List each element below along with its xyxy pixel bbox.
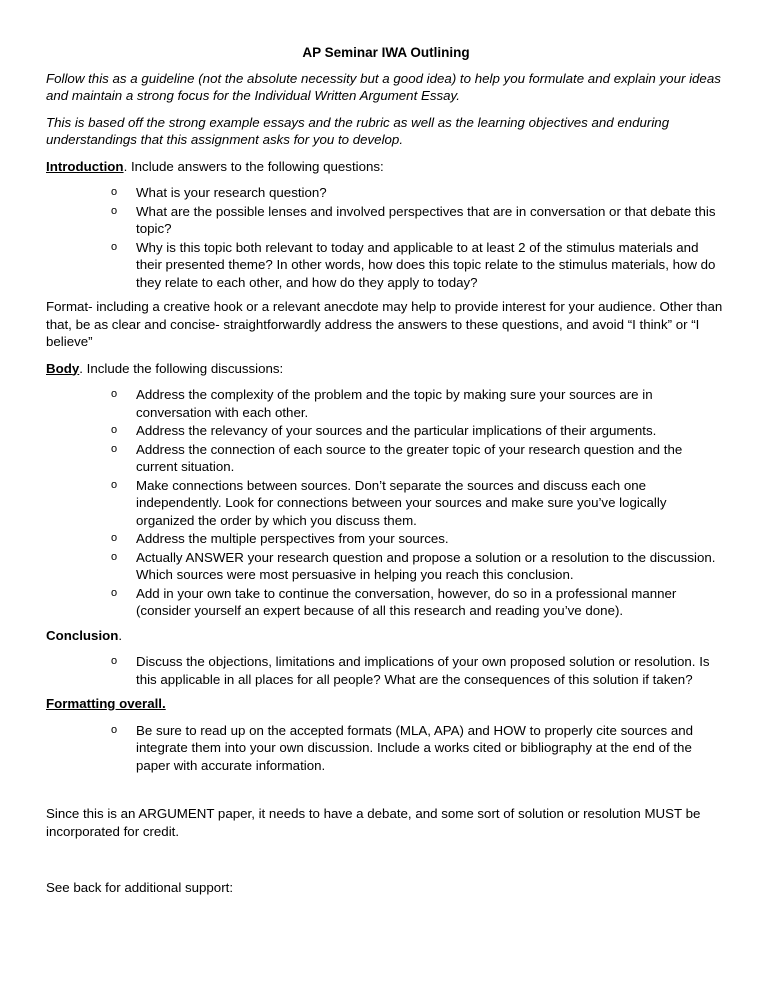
formatting-label: Formatting overall. <box>46 696 166 711</box>
page-title: AP Seminar IWA Outlining <box>302 45 470 60</box>
formatting-list <box>46 722 726 775</box>
format-note: Format- including a creative hook or a relevant anecdote may help to provide interest for your audience. Other than that, be as clear and concise- straightforwardly address the answers to these questions, and avoid “I think” or “I believe” <box>46 299 723 349</box>
basis-paragraph: This is based off the strong example essays and the rubric as well as the learning objectives and enduring understandings that this assignment asks for you to develop. <box>46 114 670 147</box>
guideline-paragraph: Follow this as a guideline (not the absolute necessity but a good idea) to help you formulate and explain your ideas and maintain a strong focus for the Individual Written Argument Essay. <box>46 70 721 103</box>
bullet-icon: o <box>111 723 118 736</box>
document-page <box>46 44 726 906</box>
argument-requirement: Since this is an ARGUMENT paper, it needs to have a debate, and some sort of solution or resolution MUST be incorporated for credit. <box>46 806 701 839</box>
list-item: o Actually ANSWER your research question and propose a solution or a resolution to the discussion. Which sources were most persuasive in helping you reach this conclusion. <box>111 549 716 582</box>
bullet-icon: o <box>111 388 118 400</box>
body-heading <box>46 360 726 378</box>
list-item: o Why is this topic both relevant to today and applicable to at least 2 of the stimulus materials and their presented theme? In other words, how does this topic relate to the stimulus materials, how do they relate to each other, and how do they apply to today? <box>111 239 716 290</box>
list-item: o Discuss the objections, limitations and implications of your own proposed solution or resolution. Is this applicable in all places for all people? What are the consequences of this solution if taken? <box>111 654 710 687</box>
list-item: o Address the multiple perspectives from your sources. <box>111 531 449 546</box>
bullet-icon: o <box>111 186 118 198</box>
conclusion-label: Conclusion <box>46 627 119 643</box>
conclusion-list <box>46 653 726 688</box>
list-item: o What is your research question? <box>111 185 327 200</box>
introduction-heading <box>46 158 726 176</box>
bullet-icon: o <box>111 442 118 455</box>
list-item: o Add in your own take to continue the conversation, however, do so in a professional manner (consider yourself an expert because of all this research and reading you’ve done). <box>111 585 677 618</box>
bullet-icon: o <box>111 655 118 667</box>
list-item: o Be sure to read up on the accepted formats (MLA, APA) and HOW to properly cite sources and integrate them into your own discussion. Include a works cited or bibliography at the end of the paper with accurate information. <box>111 722 694 773</box>
list-item: o Make connections between sources. Don’t separate the sources and discuss each one independently. Look for connections between your sources and make sure you’ve logically organized the order by which you discuss them. <box>111 477 667 528</box>
bullet-icon: o <box>111 424 118 436</box>
bullet-icon: o <box>111 478 118 491</box>
formatting-heading <box>46 695 726 713</box>
list-item: o What are the possible lenses and involved perspectives that are in conversation or that debate this topic? <box>111 203 716 236</box>
bullet-icon: o <box>111 204 118 217</box>
list-item: o Address the relevancy of your sources and the particular implications of their arguments. <box>111 423 657 438</box>
bullet-icon: o <box>111 532 118 544</box>
list-item: o Address the connection of each source to the greater topic of your research question and the current situation. <box>111 441 683 474</box>
introduction-label: Introduction <box>46 158 124 174</box>
bullet-icon: o <box>111 586 118 599</box>
introduction-list <box>46 184 726 291</box>
bullet-icon: o <box>111 550 118 563</box>
see-back-note: See back for additional support: <box>46 880 234 895</box>
bullet-icon: o <box>111 240 118 253</box>
body-instruction: . Include the following discussions: <box>79 360 284 376</box>
list-item: o Address the complexity of the problem and the topic by making sure your sources are in conversation with each other. <box>111 387 653 420</box>
introduction-instruction: . Include answers to the following questions: <box>123 158 384 174</box>
body-list <box>46 386 726 620</box>
conclusion-heading: Conclusion. <box>46 627 123 643</box>
body-label: Body <box>46 360 80 376</box>
